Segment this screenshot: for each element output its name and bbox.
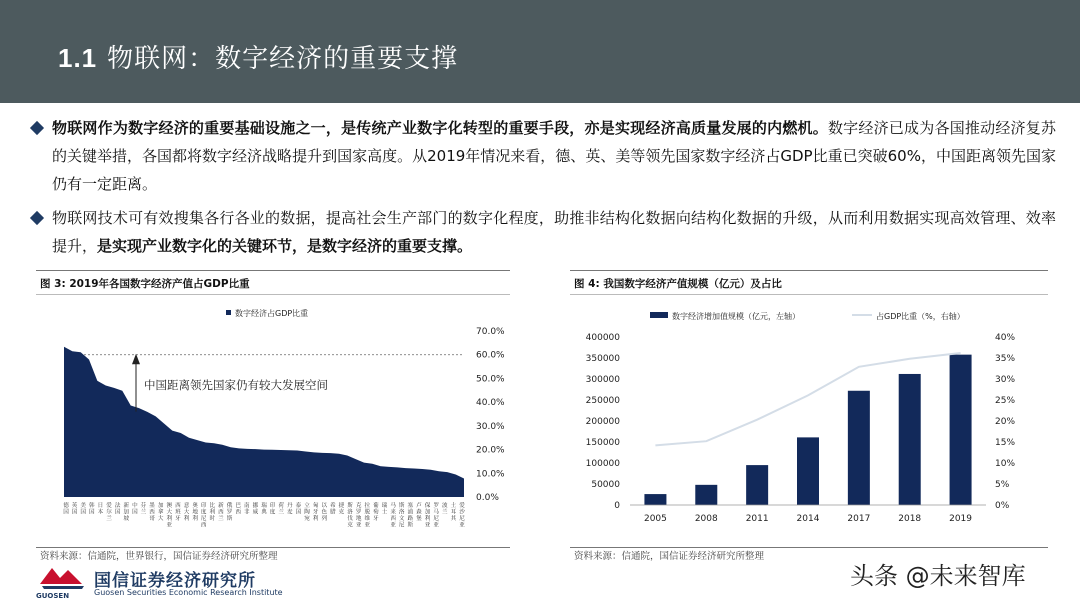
x-tick-label-char: 捷 bbox=[338, 503, 345, 509]
x-tick-label-char: 兰 bbox=[106, 516, 112, 522]
x-tick-label-char: 斯 bbox=[226, 516, 233, 522]
x-tick-label-char: 丹 bbox=[287, 503, 293, 509]
x-tick-label-char: 利 bbox=[183, 516, 190, 522]
diamond-bullet-icon bbox=[30, 211, 44, 225]
x-tick-label-char: 斯 bbox=[398, 503, 405, 509]
x-tick-label-char: 俄 bbox=[226, 503, 233, 509]
x-tick-label-char: 克 bbox=[347, 522, 353, 529]
x-tick-label-char: 波 bbox=[441, 503, 448, 509]
x-tick-label-char: 国 bbox=[63, 509, 69, 516]
y-right-tick-label: 15% bbox=[995, 438, 1016, 448]
bar-2005 bbox=[644, 494, 666, 505]
x-tick-label-char: 马 bbox=[390, 503, 396, 509]
x-tick-label-char: 色 bbox=[321, 509, 328, 516]
x-tick-label-char: 牙 bbox=[175, 516, 181, 522]
x-tick-label-char: 中 bbox=[132, 503, 138, 509]
x-tick-label-char: 西 bbox=[390, 516, 396, 522]
x-tick-label-char: 班 bbox=[175, 509, 181, 516]
area-series-share bbox=[64, 347, 464, 497]
x-tick-label-char: 其 bbox=[450, 516, 457, 522]
x-tick-label-char: 兰 bbox=[441, 509, 448, 516]
x-tick-label-char: 墨 bbox=[149, 503, 155, 509]
x-tick-label: 2019 bbox=[949, 514, 973, 524]
x-tick-label-char: 加 bbox=[123, 509, 130, 516]
x-tick-label-char: 森 bbox=[416, 509, 422, 516]
x-tick-label-char: 路 bbox=[407, 516, 414, 522]
x-tick-label-char: 哥 bbox=[149, 516, 155, 522]
bar-2008 bbox=[695, 485, 717, 505]
x-tick-label-char: 脱 bbox=[364, 509, 371, 516]
x-tick-label-char: 英 bbox=[71, 503, 78, 509]
y-left-tick-label: 200000 bbox=[585, 417, 620, 427]
guosen-logo-mark-icon bbox=[38, 564, 88, 590]
y-right-tick-label: 5% bbox=[995, 480, 1010, 490]
x-tick-label-char: 洛 bbox=[347, 509, 353, 516]
x-tick-label-char: 芬 bbox=[140, 503, 147, 509]
x-tick-label-char: 卢 bbox=[416, 503, 422, 509]
x-tick-label-char: 斯 bbox=[407, 522, 414, 529]
chart-china-digital-economy-scale bbox=[570, 295, 1048, 549]
y-tick-label: 70.0% bbox=[476, 327, 505, 337]
x-tick-label-char: 荷 bbox=[278, 503, 285, 509]
x-tick-label-char: 斯 bbox=[347, 503, 353, 509]
x-tick-label-char: 匈 bbox=[312, 503, 319, 509]
chart2-right-y-axis bbox=[995, 333, 1015, 511]
x-tick-label-char: 亚 bbox=[166, 522, 173, 529]
chart-digital-economy-share-by-country bbox=[36, 295, 510, 549]
x-tick-label-char: 印 bbox=[269, 503, 276, 509]
bullet-bold-text: 物联网作为数字经济的重要基础设施之一，是传统产业数字化转型的重要手段，亦是实现经济高质量发展的内燃机。 bbox=[52, 119, 828, 137]
x-tick-label: 2011 bbox=[745, 514, 769, 524]
x-tick-label-char: 拉 bbox=[364, 503, 371, 509]
x-tick-label-char: 列 bbox=[321, 516, 328, 522]
y-left-tick-label: 100000 bbox=[585, 459, 620, 469]
x-tick-label-char: 西 bbox=[235, 509, 241, 516]
logo-english-name: Guosen Securities Economic Research Institute bbox=[94, 588, 283, 597]
x-tick-label-char: 大 bbox=[157, 516, 164, 522]
x-tick-label-char: 爱 bbox=[459, 503, 465, 509]
y-left-tick-label: 0 bbox=[614, 501, 620, 511]
guosen-logo bbox=[28, 562, 288, 602]
x-tick-label-char: 麦 bbox=[287, 509, 293, 516]
x-tick-label-char: 腊 bbox=[330, 509, 336, 516]
x-tick-label-char: 士 bbox=[381, 509, 388, 516]
chart1-y-axis bbox=[476, 327, 505, 503]
x-tick-label-char: 韩 bbox=[89, 503, 95, 509]
figure-3-source: 资料来源：信通院，世界银行，国信证券经济研究所整理 bbox=[40, 551, 278, 562]
x-tick-label-char: 葡 bbox=[373, 503, 379, 509]
x-tick-label-char: 加 bbox=[157, 503, 164, 509]
x-tick-label-char: 地 bbox=[192, 509, 198, 516]
x-tick-label-char: 利 bbox=[166, 516, 173, 522]
y-tick-label: 10.0% bbox=[476, 469, 505, 480]
x-tick-label-char: 罗 bbox=[433, 503, 439, 509]
chart2-bars bbox=[644, 355, 971, 505]
legend-label-line: 占GDP比重（%，右轴） bbox=[876, 312, 965, 321]
x-tick-label-char: 国 bbox=[89, 509, 95, 516]
y-tick-label: 30.0% bbox=[476, 421, 505, 432]
title-text: 物联网：数字经济的重要支撑 bbox=[107, 44, 459, 74]
x-tick-label-char: 度 bbox=[269, 509, 276, 516]
y-right-tick-label: 10% bbox=[995, 459, 1016, 469]
x-tick-label-char: 国 bbox=[71, 509, 78, 516]
figure-3-panel bbox=[36, 270, 510, 548]
x-tick-label-char: 巴 bbox=[235, 503, 241, 509]
x-tick-label: 2017 bbox=[847, 514, 871, 524]
watermark-text: 头条 @未来智库 bbox=[850, 562, 1026, 590]
x-tick-label-char: 利 bbox=[209, 509, 216, 516]
x-tick-label-char: 克 bbox=[355, 503, 362, 509]
y-tick-label: 0.0% bbox=[476, 493, 499, 503]
x-tick-label-char: 马 bbox=[433, 509, 439, 516]
x-tick-label-char: 耳 bbox=[450, 509, 457, 516]
bullet-text: 物联网技术可有效搜集各行各业的数据，提高社会生产部门的数字化程度，助推非结构化数据向结构化数据的升级，从而利用数据实现高效管理、效率提升， bbox=[52, 209, 1056, 255]
x-tick-label-char: 本 bbox=[97, 509, 104, 516]
x-tick-label-char: 爱 bbox=[106, 503, 112, 509]
x-tick-label-char: 瑞 bbox=[261, 503, 267, 509]
x-tick-label-char: 来 bbox=[390, 509, 396, 516]
bar-2017 bbox=[848, 391, 870, 505]
figure-4-source: 资料来源：信通院，国信证券经济研究所整理 bbox=[574, 551, 765, 562]
x-tick-label-char: 意 bbox=[183, 503, 190, 509]
x-tick-label-char: 塞 bbox=[407, 503, 414, 509]
x-tick-label-char: 日 bbox=[97, 503, 104, 509]
legend-label-bar: 数字经济增加值规模（亿元，左轴） bbox=[672, 312, 800, 321]
y-left-tick-label: 350000 bbox=[585, 354, 620, 364]
x-tick-label-char: 立 bbox=[304, 503, 310, 509]
bullet-item bbox=[32, 114, 1056, 198]
x-tick-label-char: 兰 bbox=[278, 509, 285, 516]
x-tick-label: 2014 bbox=[796, 514, 820, 524]
x-tick-label-char: 尼 bbox=[459, 516, 465, 522]
x-tick-label-char: 新 bbox=[218, 503, 224, 509]
x-tick-label-char: 新 bbox=[123, 503, 130, 509]
y-right-tick-label: 20% bbox=[995, 417, 1016, 427]
x-tick-label-char: 利 bbox=[424, 516, 431, 522]
x-tick-label-char: 亚 bbox=[459, 522, 465, 529]
y-left-tick-label: 150000 bbox=[585, 438, 620, 448]
x-tick-label-char: 希 bbox=[330, 503, 336, 509]
x-tick-label-char: 文 bbox=[398, 516, 405, 522]
chart1-legend bbox=[226, 308, 308, 318]
bar-2019 bbox=[950, 355, 972, 505]
x-tick-label-char: 利 bbox=[192, 516, 198, 522]
bullet-item bbox=[32, 204, 1056, 260]
x-tick-label-char: 兰 bbox=[218, 516, 224, 522]
x-tick-label-char: 德 bbox=[63, 503, 69, 509]
x-tick-label-char: 以 bbox=[321, 503, 328, 509]
title-bar bbox=[0, 0, 1080, 103]
x-tick-label-char: 西 bbox=[200, 522, 207, 529]
x-tick-label-char: 利 bbox=[312, 516, 319, 522]
x-tick-label: 2008 bbox=[694, 514, 718, 524]
x-tick-label-char: 非 bbox=[243, 509, 250, 516]
bullet-list bbox=[32, 114, 1056, 260]
bullet-text: 数字经济已成为各国推动经济复苏的关键举措，各国都将数字经济战略提升到国家高度。从2019年情况来看，德、英、美等领先国家数字经济占GDP比重已突破60%，中国距离领先国家仍有一定距离。 bbox=[52, 119, 1056, 193]
y-left-tick-label: 400000 bbox=[585, 333, 620, 343]
x-tick-label: 2005 bbox=[643, 514, 667, 524]
x-tick-label-char: 大 bbox=[166, 509, 173, 516]
y-right-tick-label: 30% bbox=[995, 375, 1016, 385]
x-tick-label-char: 挪 bbox=[252, 503, 259, 509]
bar-2011 bbox=[746, 465, 768, 505]
y-left-tick-label: 250000 bbox=[585, 396, 620, 406]
logo-chinese-name: 国信证券经济研究所 bbox=[94, 571, 256, 591]
figure-4-title: 图 4: 我国数字经济产值规模（亿元）及占比 bbox=[574, 278, 782, 290]
legend-label-share: 数字经济占GDP比重 bbox=[235, 309, 309, 318]
x-tick-label-char: 沙 bbox=[459, 509, 465, 516]
x-tick-label-char: 威 bbox=[252, 509, 259, 516]
x-tick-label-char: 尼 bbox=[398, 522, 405, 529]
x-tick-label-char: 法 bbox=[114, 503, 121, 509]
x-tick-label: 2018 bbox=[898, 514, 922, 524]
y-right-tick-label: 0% bbox=[995, 501, 1010, 511]
x-tick-label-char: 土 bbox=[450, 503, 457, 509]
x-tick-label-char: 伐 bbox=[347, 516, 353, 522]
y-right-tick-label: 25% bbox=[995, 396, 1016, 406]
x-tick-label-char: 堡 bbox=[416, 516, 422, 522]
x-tick-label-char: 坡 bbox=[123, 516, 130, 522]
bar-2018 bbox=[899, 374, 921, 505]
x-tick-label-char: 亚 bbox=[355, 522, 362, 529]
x-tick-label-char: 保 bbox=[424, 503, 431, 509]
x-tick-label-char: 宛 bbox=[304, 516, 310, 522]
x-tick-label-char: 尼 bbox=[433, 516, 439, 522]
diamond-bullet-icon bbox=[30, 121, 44, 135]
x-tick-label-char: 瑞 bbox=[381, 503, 388, 509]
y-tick-label: 60.0% bbox=[476, 350, 505, 361]
chart2-legend bbox=[650, 311, 965, 322]
x-tick-label-char: 洛 bbox=[398, 509, 405, 516]
x-tick-label-char: 国 bbox=[114, 509, 121, 516]
x-tick-label-char: 国 bbox=[80, 509, 87, 516]
annotation-arrowhead bbox=[132, 354, 140, 365]
x-tick-label-char: 亚 bbox=[424, 522, 431, 529]
x-tick-label-char: 奥 bbox=[192, 503, 198, 509]
bullet-bold-text: 是实现产业数字化的关键环节，是数字经济的重要支撑。 bbox=[97, 237, 473, 255]
chart2-left-y-axis bbox=[586, 333, 621, 511]
y-right-tick-label: 40% bbox=[995, 333, 1016, 343]
x-tick-label-char: 尼 bbox=[200, 516, 207, 522]
x-tick-label-char: 比 bbox=[209, 503, 216, 509]
x-tick-label-char: 牙 bbox=[312, 509, 319, 516]
x-tick-label-char: 度 bbox=[200, 509, 207, 516]
x-tick-label-char: 典 bbox=[261, 509, 267, 516]
x-tick-label-char: 克 bbox=[338, 509, 345, 516]
x-tick-label-char: 牙 bbox=[373, 516, 379, 522]
bar-2014 bbox=[797, 437, 819, 505]
x-tick-label-char: 亚 bbox=[433, 522, 439, 529]
x-tick-label-char: 西 bbox=[175, 503, 181, 509]
x-tick-label-char: 陶 bbox=[304, 509, 310, 516]
x-tick-label-char: 亚 bbox=[364, 522, 371, 529]
x-tick-label-char: 国 bbox=[132, 509, 138, 516]
section-number: 1.1 bbox=[58, 43, 98, 73]
x-tick-label-char: 时 bbox=[209, 516, 216, 522]
x-tick-label-char: 大 bbox=[183, 509, 190, 516]
x-tick-label-char: 美 bbox=[80, 503, 87, 509]
y-right-tick-label: 35% bbox=[995, 354, 1016, 364]
x-tick-label-char: 南 bbox=[243, 503, 250, 509]
x-tick-label-char: 罗 bbox=[226, 509, 233, 516]
y-tick-label: 40.0% bbox=[476, 398, 505, 409]
x-tick-label-char: 国 bbox=[295, 509, 302, 516]
x-tick-label-char: 西 bbox=[149, 509, 155, 516]
x-tick-label-char: 亚 bbox=[390, 522, 396, 529]
legend-swatch-share bbox=[226, 310, 231, 315]
x-tick-label-char: 澳 bbox=[166, 503, 173, 509]
annotation-text: 中国距离领先国家仍有较大发展空间 bbox=[144, 378, 328, 393]
x-tick-label-char: 浦 bbox=[407, 509, 414, 516]
y-left-tick-label: 300000 bbox=[585, 375, 620, 385]
legend-swatch-bar bbox=[650, 312, 668, 318]
x-tick-label-char: 拿 bbox=[157, 509, 164, 516]
y-tick-label: 20.0% bbox=[476, 445, 505, 456]
logo-small-text: GUOSEN bbox=[36, 592, 70, 600]
y-tick-label: 50.0% bbox=[476, 374, 505, 385]
x-tick-label-char: 印 bbox=[200, 503, 207, 509]
x-tick-label-char: 维 bbox=[364, 516, 371, 522]
figure-3-title: 图 3: 2019年各国数字经济产值占GDP比重 bbox=[40, 278, 250, 290]
page-title bbox=[58, 38, 458, 75]
x-tick-label-char: 萄 bbox=[373, 509, 379, 516]
x-tick-label-char: 尔 bbox=[106, 509, 112, 516]
x-tick-label-char: 兰 bbox=[140, 509, 147, 516]
x-tick-label-char: 罗 bbox=[355, 509, 362, 516]
y-left-tick-label: 50000 bbox=[591, 480, 620, 490]
x-tick-label-char: 泰 bbox=[295, 503, 302, 509]
x-tick-label-char: 加 bbox=[424, 509, 431, 516]
x-tick-label-char: 西 bbox=[218, 509, 224, 516]
x-tick-label-char: 地 bbox=[355, 516, 362, 522]
chart1-x-axis-labels bbox=[63, 501, 465, 529]
chart2-x-axis-labels bbox=[644, 514, 972, 524]
figure-4-panel bbox=[570, 270, 1048, 548]
